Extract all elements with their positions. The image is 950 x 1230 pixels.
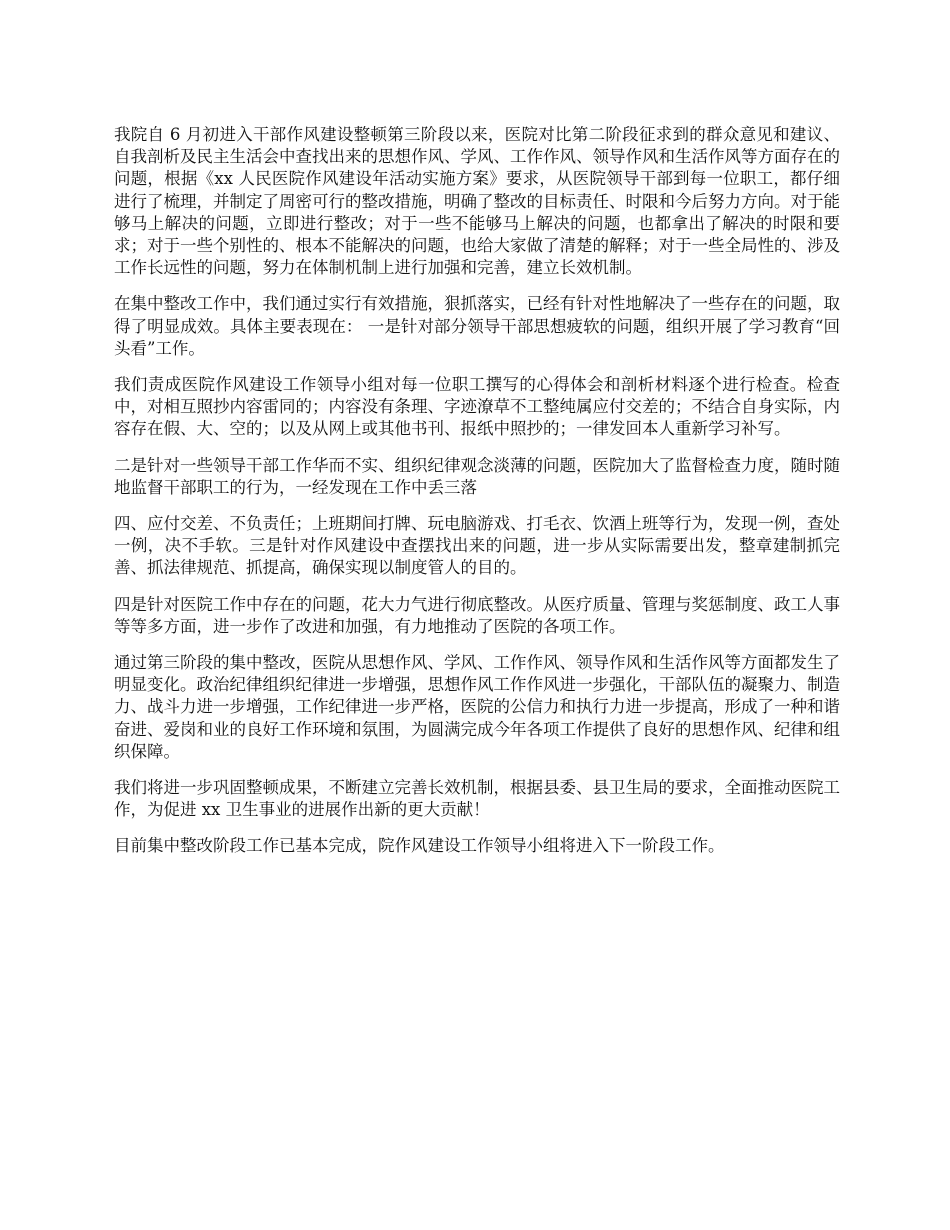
- paragraph-5: 四、应付交差、不负责任；上班期间打牌、玩电脑游戏、打毛衣、饮酒上班等行为，发现一例，查处一例，决不手软。三是针对作风建设中查摆找出来的问题，进一步从实际需要出发，整章建制抓完善、抓法律规范、抓提高，确保实现以制度管人的目的。: [114, 514, 840, 578]
- paragraph-7: 通过第三阶段的集中整改，医院从思想作风、学风、工作作风、领导作风和生活作风等方面都发生了明显变化。政治纪律组织纪律进一步增强，思想作风工作作风进一步强化，干部队伍的凝聚力、制造力、战斗力进一步增强，工作纪律进一步严格，医院的公信力和执行力进一步提高，形成了一种和谐奋进、爱岗和业的良好工作环境和氛围，为圆满完成今年各项工作提供了良好的思想作风、纪律和组织保障。: [114, 653, 840, 761]
- paragraph-9: 目前集中整改阶段工作已基本完成，院作风建设工作领导小组将进入下一阶段工作。: [114, 836, 725, 856]
- paragraph-2: 在集中整改工作中，我们通过实行有效措施，狠抓落实，已经有针对性地解决了一些存在的问题，取得了明显成效。具体主要表现在： 一是针对部分领导干部思想疲软的问题，组织开展了学习教育“回头看”工作。: [114, 294, 840, 358]
- document-body: [114, 124, 840, 872]
- paragraph-1: 我院自 6 月初进入干部作风建设整顿第三阶段以来，医院对比第二阶段征求到的群众意见和建议、自我剖析及民主生活会中查找出来的思想作风、学风、工作作风、领导作风和生活作风等方面存在的问题，根据《xx 人民医院作风建设年活动实施方案》要求，从医院领导干部到每一位职工，都仔细进行了梳理，并制定了周密可行的整改措施，明确了整改的目标责任、时限和今后努力方向。对于能够马上解决的问题，立即进行整改；对于一些不能够马上解决的问题，也都拿出了解决的时限和要求；对于一些个别性的、根本不能解决的问题，也给大家做了清楚的解释；对于一些全局性的、涉及工作长远性的问题，努力在体制机制上进行加强和完善，建立长效机制。: [114, 125, 840, 278]
- paragraph-8: 我们将进一步巩固整顿成果，不断建立完善长效机制，根据县委、县卫生局的要求，全面推动医院工作，为促进 xx 卫生事业的进展作出新的更大贡献！: [114, 778, 840, 820]
- paragraph-4: 二是针对一些领导干部工作华而不实、组织纪律观念淡薄的问题，医院加大了监督检查力度，随时随地监督干部职工的行为，一经发现在工作中丢三落: [114, 455, 840, 497]
- paragraph-3: 我们责成医院作风建设工作领导小组对每一位职工撰写的心得体会和剖析材料逐个进行检查。检查中，对相互照抄内容雷同的；内容没有条理、字迹潦草不工整纯属应付交差的；不结合自身实际，内容存在假、大、空的；以及从网上或其他书刊、报纸中照抄的；一律发回本人重新学习补写。: [114, 375, 840, 439]
- paragraph-6: 四是针对医院工作中存在的问题，花大力气进行彻底整改。从医疗质量、管理与奖惩制度、政工人事等等多方面，进一步作了改进和加强，有力地推动了医院的各项工作。: [114, 594, 840, 636]
